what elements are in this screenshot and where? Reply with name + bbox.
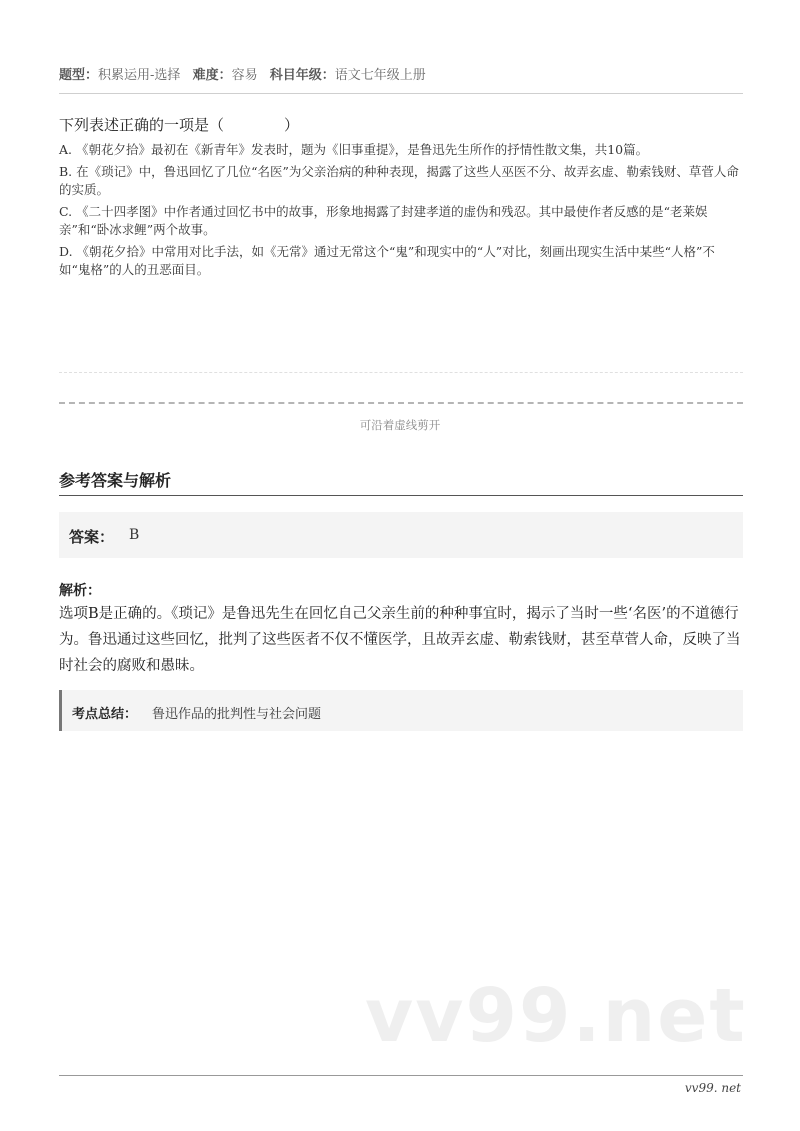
question-meta xyxy=(59,64,434,83)
answer-value: B xyxy=(129,527,140,543)
analysis-title: 解析： xyxy=(59,583,101,599)
option-a: A. 《朝花夕拾》最初在《新青年》发表时，题为《旧事重提》，是鲁迅先生所作的抒情性散文集，共10篇。 xyxy=(59,142,649,157)
answer-label: 答案： xyxy=(69,528,115,546)
watermark: vv99.net xyxy=(365,973,747,1059)
summary-value: 鲁迅作品的批判性与社会问题 xyxy=(152,707,322,722)
subject-label: 科目年级： xyxy=(269,68,335,83)
summary-label: 考点总结： xyxy=(72,707,138,722)
answer-box xyxy=(59,512,743,558)
footer-site: vv99. net xyxy=(684,1081,741,1095)
cut-line-hint: 可沿着虚线剪开 xyxy=(359,418,441,432)
question-stem: 下列表述正确的一项是（ ） xyxy=(59,116,300,134)
type-label: 题型： xyxy=(59,68,99,83)
summary-box xyxy=(59,690,743,731)
cut-dashed-line xyxy=(59,402,743,404)
top-divider xyxy=(59,93,743,94)
option-c: C. 《二十四孝图》中作者通过回忆书中的故事，形象地揭露了封建孝道的虚伪和残忍。其中最使作者反感的是“老莱娱亲”和“卧冰求鲤”两个故事。 xyxy=(59,204,708,237)
option-d: D. 《朝花夕拾》中常用对比手法，如《无常》通过无常这个“鬼”和现实中的“人”对比，刻画出现实生活中某些“人格”不如“鬼格”的人的丑恶面目。 xyxy=(59,244,715,277)
question-options xyxy=(59,141,743,283)
analysis-text: 选项B是正确的。《琐记》是鲁迅先生在回忆自己父亲生前的种种事宜时，揭示了当时一些‘名医’的不道德行为。鲁迅通过这些回忆，批判了这些医者不仅不懂医学，且故弄玄虚、勒索钱财，甚至草菅人命，反映了当时社会的腐败和愚昧。 xyxy=(59,606,741,674)
footer-divider xyxy=(59,1075,743,1076)
difficulty-label: 难度： xyxy=(192,68,232,83)
option-b: B. 在《琐记》中，鲁迅回忆了几位“名医”为父亲治病的种种表现，揭露了这些人巫医不分、故弄玄虚、勒索钱财、草菅人命的实质。 xyxy=(59,164,739,197)
light-dashed-line xyxy=(59,372,743,373)
type-value: 积累运用-选择 xyxy=(98,68,181,83)
section-divider xyxy=(59,495,743,496)
section-title: 参考答案与解析 xyxy=(59,471,172,490)
subject-value: 语文七年级上册 xyxy=(334,68,426,83)
difficulty-value: 容易 xyxy=(231,68,258,83)
